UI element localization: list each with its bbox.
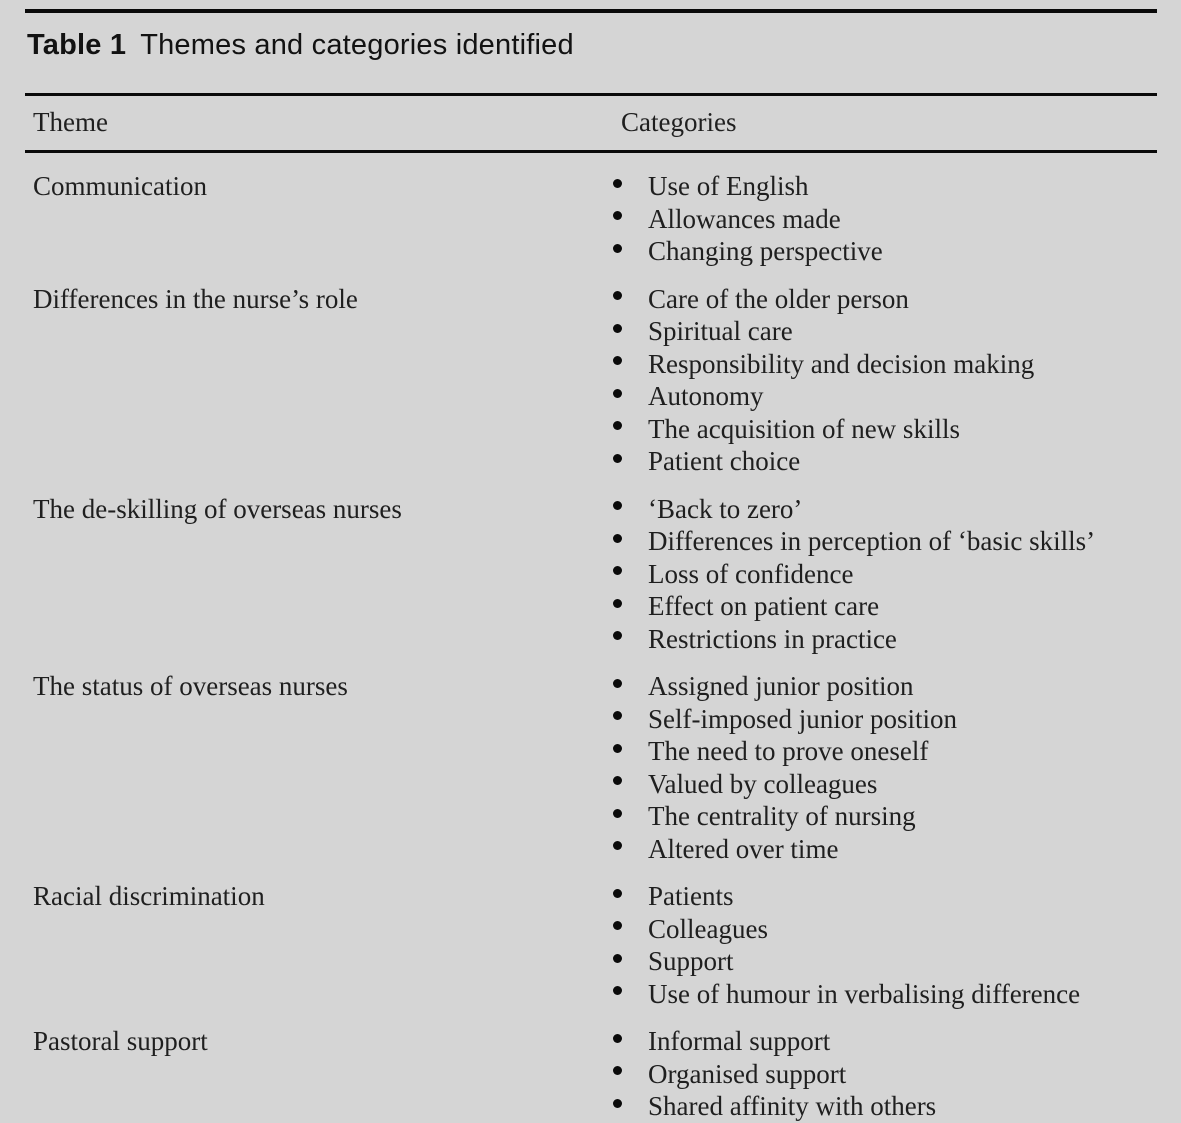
bullet-icon xyxy=(613,954,622,963)
category-item xyxy=(613,833,1157,866)
category-label: Restrictions in practice xyxy=(648,623,897,654)
table-row xyxy=(25,880,1157,1010)
category-label: The centrality of nursing xyxy=(648,801,916,831)
bullet-icon xyxy=(613,889,622,898)
bullet-icon xyxy=(613,776,622,785)
bullet-icon xyxy=(613,1034,622,1043)
category-list xyxy=(613,283,1157,478)
category-label: Changing perspective xyxy=(648,236,883,266)
category-label: Loss of confidence xyxy=(648,558,854,589)
category-label: Care of the older person xyxy=(648,283,909,314)
bullet-icon xyxy=(613,244,622,253)
category-list xyxy=(613,493,1157,656)
category-item xyxy=(613,558,1157,591)
table-caption-text: Themes and categories identified xyxy=(140,29,574,61)
category-item xyxy=(613,235,1157,268)
category-item xyxy=(613,445,1157,478)
category-item xyxy=(613,800,1157,833)
category-item xyxy=(613,380,1157,413)
bullet-icon xyxy=(613,179,622,188)
table-header-row xyxy=(25,96,1157,150)
bullet-icon xyxy=(613,356,622,365)
category-label: The acquisition of new skills xyxy=(648,413,960,444)
category-item xyxy=(613,945,1157,978)
table-row xyxy=(25,283,1157,478)
category-label: Use of English xyxy=(648,171,809,201)
table-row xyxy=(25,670,1157,865)
table-row xyxy=(25,170,1157,268)
category-item xyxy=(613,670,1157,703)
bullet-icon xyxy=(613,454,622,463)
bullet-icon xyxy=(613,1066,622,1075)
category-label: Assigned junior position xyxy=(648,671,914,701)
table-caption-label: Table 1 xyxy=(27,29,127,61)
category-label: Effect on patient care xyxy=(648,591,880,621)
category-item xyxy=(613,978,1157,1011)
category-list xyxy=(613,170,1157,268)
category-list xyxy=(613,880,1157,1010)
bullet-icon xyxy=(613,809,622,818)
bullet-icon xyxy=(613,211,622,220)
bullet-icon xyxy=(613,986,622,995)
category-label: Colleagues xyxy=(648,913,768,944)
bullet-icon xyxy=(613,599,622,608)
bullet-icon xyxy=(613,921,622,930)
category-label: Autonomy xyxy=(648,381,764,411)
category-label: Valued by colleagues xyxy=(648,768,878,799)
category-label: Support xyxy=(648,946,734,976)
table-body xyxy=(25,153,1157,1123)
bullet-icon xyxy=(613,501,622,510)
category-label: The need to prove oneself xyxy=(648,736,929,766)
bullet-icon xyxy=(613,534,622,543)
category-item xyxy=(613,203,1157,236)
category-label: Organised support xyxy=(648,1058,847,1089)
theme-cell: The de-skilling of overseas nurses xyxy=(33,493,402,524)
category-label: Use of humour in verbalising difference xyxy=(648,978,1081,1009)
category-label: Informal support xyxy=(648,1026,831,1056)
category-item xyxy=(613,1090,1157,1123)
category-item xyxy=(613,590,1157,623)
category-item xyxy=(613,913,1157,946)
category-item xyxy=(613,315,1157,348)
bullet-icon xyxy=(613,711,622,720)
category-label: Shared affinity with others xyxy=(648,1091,937,1121)
category-item xyxy=(613,768,1157,801)
category-item xyxy=(613,1025,1157,1058)
category-label: Patients xyxy=(648,881,734,911)
category-label: Patient choice xyxy=(648,446,801,476)
category-item xyxy=(613,735,1157,768)
category-label: ‘Back to zero’ xyxy=(648,493,803,524)
category-item xyxy=(613,703,1157,736)
bullet-icon xyxy=(613,744,622,753)
bullet-icon xyxy=(613,631,622,640)
table-row xyxy=(25,1025,1157,1123)
bullet-icon xyxy=(613,421,622,430)
bullet-icon xyxy=(613,389,622,398)
category-label: Responsibility and decision making xyxy=(648,348,1035,379)
category-item xyxy=(613,170,1157,203)
bullet-icon xyxy=(613,1099,622,1108)
bullet-icon xyxy=(613,291,622,300)
theme-cell: Communication xyxy=(33,171,207,201)
category-item xyxy=(613,525,1157,558)
category-item xyxy=(613,348,1157,381)
theme-cell: The status of overseas nurses xyxy=(33,671,348,701)
category-item xyxy=(613,493,1157,526)
theme-cell: Pastoral support xyxy=(33,1026,208,1056)
theme-cell: Differences in the nurse’s role xyxy=(33,283,358,314)
category-item xyxy=(613,880,1157,913)
category-label: Allowances made xyxy=(648,203,841,234)
top-rule xyxy=(25,9,1157,13)
table-row xyxy=(25,493,1157,656)
category-item xyxy=(613,623,1157,656)
category-list xyxy=(613,1025,1157,1123)
category-list xyxy=(613,670,1157,865)
theme-cell: Racial discrimination xyxy=(33,881,265,911)
column-header-categories: Categories xyxy=(621,107,737,137)
category-item xyxy=(613,283,1157,316)
column-header-theme: Theme xyxy=(33,107,108,137)
bullet-icon xyxy=(613,324,622,333)
bullet-icon xyxy=(613,566,622,575)
table-caption xyxy=(27,28,1157,62)
category-item xyxy=(613,413,1157,446)
category-label: Self-imposed junior position xyxy=(648,703,957,734)
category-label: Spiritual care xyxy=(648,316,793,346)
category-label: Altered over time xyxy=(648,833,839,864)
category-label: Differences in perception of ‘basic skills’ xyxy=(648,526,1096,556)
bullet-icon xyxy=(613,841,622,850)
bullet-icon xyxy=(613,679,622,688)
category-item xyxy=(613,1058,1157,1091)
